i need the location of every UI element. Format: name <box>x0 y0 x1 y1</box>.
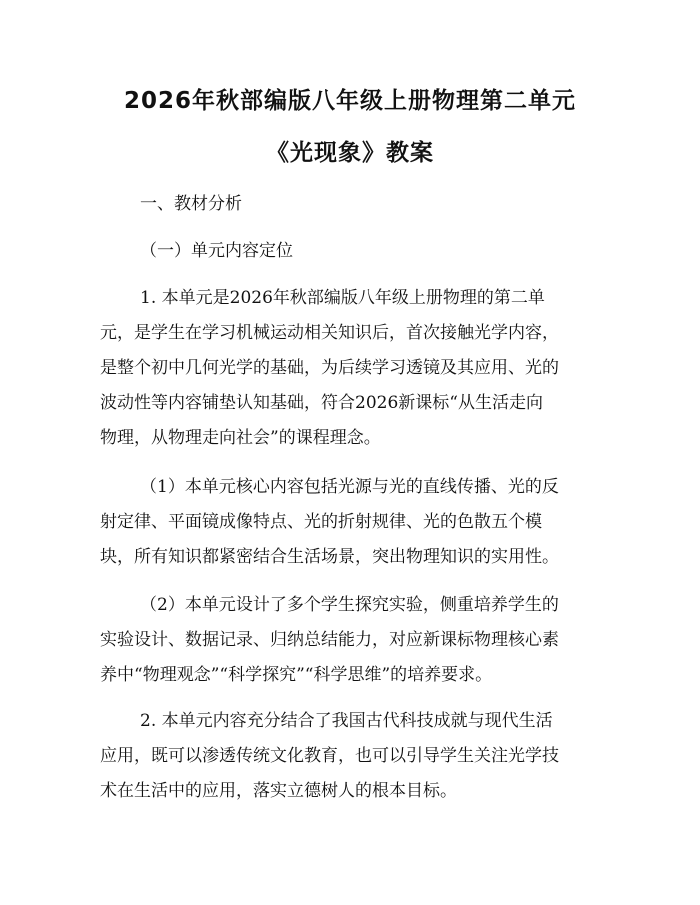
paragraph-3 <box>100 588 600 693</box>
paragraph-line: 1. 本单元是2026年秋部编版八年级上册物理的第二单 <box>140 288 545 308</box>
paragraph-line: 是整个初中几何光学的基础，为后续学习透镜及其应用、光的 <box>100 358 559 378</box>
paragraph-line: （1）本单元核心内容包括光源与光的直线传播、光的反 <box>140 477 559 497</box>
paragraph-line: 物理，从物理走向社会”的课程理念。 <box>100 428 381 448</box>
document-title-line2: 《光现象》教案 <box>266 140 434 166</box>
subsection-heading: （一）单元内容定位 <box>140 241 293 261</box>
paragraph-line: 射定律、平面镜成像特点、光的折射规律、光的色散五个模 <box>100 512 542 532</box>
paragraph-line: 术在生活中的应用，落实立德树人的根本目标。 <box>100 781 457 801</box>
paragraph-1 <box>100 281 600 456</box>
paragraph-line: 波动性等内容铺垫认知基础，符合2026新课标“从生活走向 <box>100 393 543 413</box>
paragraph-line: 块，所有知识都紧密结合生活场景，突出物理知识的实用性。 <box>100 547 559 567</box>
paragraph-line: 养中“物理观念”“科学探究”“科学思维”的培养要求。 <box>100 665 493 685</box>
section-heading: 一、教材分析 <box>140 194 242 214</box>
paragraph-line: 元，是学生在学习机械运动相关知识后，首次接触光学内容， <box>100 323 559 343</box>
paragraph-line: （2）本单元设计了多个学生探究实验，侧重培养学生的 <box>140 595 559 615</box>
paragraph-line: 2. 本单元内容充分结合了我国古代科技成就与现代生活 <box>140 711 553 731</box>
paragraph-2 <box>100 470 600 575</box>
paragraph-line: 应用，既可以渗透传统文化教育，也可以引导学生关注光学技 <box>100 746 559 766</box>
paragraph-line: 实验设计、数据记录、归纳总结能力，对应新课标物理核心素 <box>100 630 559 650</box>
paragraph-4 <box>100 704 600 809</box>
document-title-line1: 2026年秋部编版八年级上册物理第二单元 <box>123 88 576 114</box>
